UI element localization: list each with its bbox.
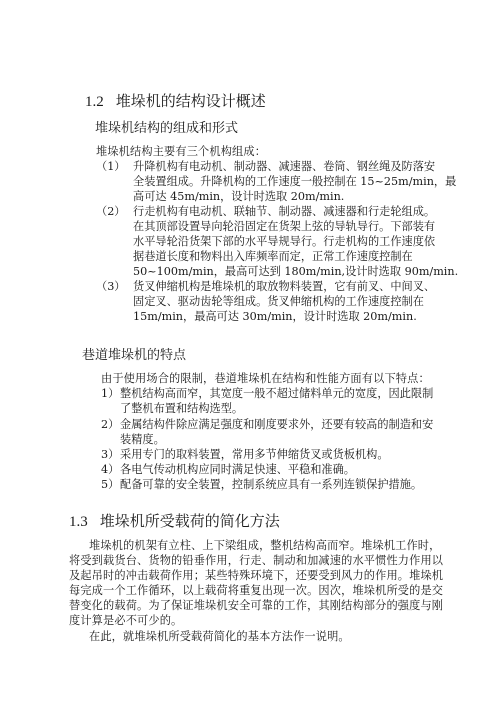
list-line: 装精度。 <box>120 433 165 446</box>
subsection-heading-composition: 堆垛机结构的组成和形式 <box>95 121 239 136</box>
list-marker: 5） <box>101 478 120 491</box>
list-line: 采用专门的取料装置，常用多节伸缩货叉或货板机构。 <box>120 448 389 461</box>
list-line: 行走机构有电动机、联轴节、制动器、减速器和行走轮组成。 <box>133 205 436 218</box>
list-line: 全装置组成。升降机构的工作速度一般控制在 15~25m/min，最 <box>133 175 457 188</box>
list-line: 15m/min，最高可达 30m/min，设计时选取 20m/min. <box>133 310 417 323</box>
section-number: 1.2 <box>85 94 104 110</box>
list-line: 货叉伸缩机构是堆垛机的取放物料装置，它有前叉、中间叉、 <box>133 280 436 293</box>
paragraph-line: 度计算是必不可少的。 <box>69 614 183 627</box>
intro-text: 由于使用场合的限制，巷道堆垛机在结构和性能方面有以下特点： <box>101 372 430 385</box>
section-title: 堆垛机的结构设计概述 <box>115 92 266 110</box>
list-marker: 4） <box>101 463 120 476</box>
subsection-heading-features: 巷道堆垛机的特点 <box>82 348 187 363</box>
section-heading-1-2 <box>85 92 266 111</box>
list-line: 据巷道长度和物料出入库频率而定，正常工作速度控制在 <box>133 250 413 263</box>
paragraph-line: 将受到载货台、货物的铅垂作用，行走、制动和加减速的水平惯性力作用以 <box>69 554 444 567</box>
list-marker: 2） <box>101 418 120 431</box>
list-marker: 1） <box>101 387 120 400</box>
closing-paragraph: 在此，就堆垛机所受载荷简化的基本方法作一说明。 <box>89 630 350 643</box>
list-line: 50~100m/min，最高可达到 180m/min,设计时选取 90m/min. <box>133 265 459 278</box>
list-line: 各电气传动机构应同时满足快速、平稳和准确。 <box>120 463 355 476</box>
list-line: 整机结构高而窄，其宽度一般不超过储料单元的宽度，因此限制 <box>120 387 434 400</box>
list-line: 配备可靠的安全装置，控制系统应具有一系列连锁保护措施。 <box>120 478 423 491</box>
paragraph-line: 每完成一个工作循环，以上载荷将重复出现一次。因次，堆垛机所受的是交 <box>69 584 444 597</box>
paragraph-line: 堆垛机的机架有立柱、上下梁组成，整机结构高而窄。堆垛机工作时， <box>89 539 441 552</box>
list-line: 了整机布置和结构选型。 <box>120 402 244 415</box>
paragraph-line: 及起吊时的冲击载荷作用；某些特殊环境下，还要受到风力的作用。堆垛机 <box>69 569 444 582</box>
list-line: 水平导轮沿货架下部的水平导规导行。行走机构的工作速度依 <box>133 235 436 248</box>
section-number: 1.3 <box>69 514 88 530</box>
list-marker: （2） <box>96 205 126 218</box>
list-marker: 3） <box>101 448 120 461</box>
list-marker: （1） <box>96 160 126 173</box>
list-line: 升降机构有电动机、制动器、减速器、卷筒、钢丝绳及防落安 <box>133 160 436 173</box>
list-line: 固定叉、驱动齿轮等组成。货叉伸缩机构的工作速度控制在 <box>133 295 424 308</box>
list-line: 在其顶部设置导向轮沿固定在货架上弦的导轨导行。下部装有 <box>133 220 436 233</box>
section-title: 堆垛机所受载荷的简化方法 <box>99 512 280 530</box>
list-marker: （3） <box>96 280 126 293</box>
paragraph-line: 替变化的载荷。为了保证堆垛机安全可靠的工作，其刚结构部分的强度与刚 <box>69 599 444 612</box>
list-line: 金属结构件除应满足强度和刚度要求外，还要有较高的制造和安 <box>120 418 434 431</box>
list-line: 高可达 45m/min，设计时选取 20m/min. <box>133 190 345 203</box>
intro-text: 堆垛机结构主要有三个机构组成： <box>96 145 267 158</box>
section-heading-1-3 <box>69 512 280 531</box>
